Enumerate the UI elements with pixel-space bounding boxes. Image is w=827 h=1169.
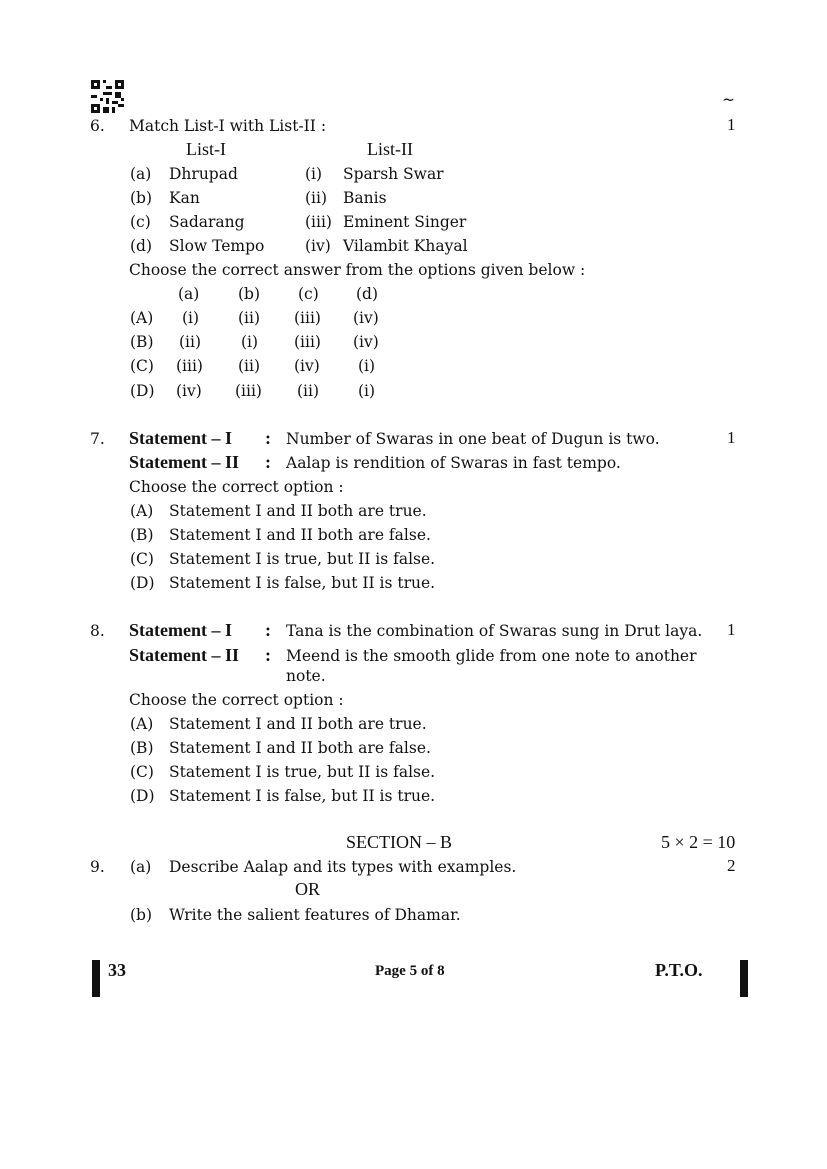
q6-number: 6.: [90, 117, 105, 135]
page-number: Page 5 of 8: [375, 963, 445, 979]
list1-heading: List-I: [186, 139, 226, 159]
option-value: (i): [358, 357, 376, 375]
row-match: Vilambit Khayal: [343, 237, 468, 255]
q7-option-b-text: Statement I and II both are false.: [169, 526, 431, 544]
row-item: Kan: [169, 189, 200, 207]
q7-option-d-label[interactable]: (D): [130, 574, 155, 592]
option-value: (iii): [294, 333, 321, 351]
q9-number: 9.: [90, 858, 105, 876]
option-value: (iii): [176, 357, 203, 375]
row-item: Slow Tempo: [169, 237, 265, 255]
q8-statement1-text: Tana is the combination of Swaras sung in Drut laya.: [286, 622, 703, 640]
q8-option-d-label[interactable]: (D): [130, 787, 155, 805]
q6-stem: Match List-I with List-II :: [129, 117, 327, 135]
colon: :: [265, 452, 271, 472]
q8-statement2-text-cont: note.: [286, 667, 326, 685]
q7-number: 7.: [90, 430, 105, 448]
row-label: (d): [130, 237, 153, 255]
q8-statement2-label: Statement – II: [129, 645, 239, 665]
q8-statement2-text: Meend is the smooth glide from one note to another: [286, 647, 697, 665]
option-value: (iv): [294, 357, 320, 375]
q7-prompt: Choose the correct option :: [129, 478, 344, 496]
option-value: (ii): [238, 357, 261, 375]
col-head: (c): [298, 285, 319, 303]
q9-b-label: (b): [130, 906, 153, 924]
option-value: (iv): [176, 382, 202, 400]
option-value: (iii): [235, 382, 262, 400]
q8-option-a-label[interactable]: (A): [130, 715, 154, 733]
q8-statement1-label: Statement – I: [129, 620, 232, 640]
q8-option-c-text: Statement I is true, but II is false.: [169, 763, 436, 781]
option-value: (iii): [294, 309, 321, 327]
row-label: (c): [130, 213, 151, 231]
qr-code-icon: [91, 80, 124, 113]
pto-label: P.T.O.: [655, 960, 703, 980]
option-value: (ii): [297, 382, 320, 400]
q7-marks: 1: [727, 428, 736, 447]
tilde-mark: ~: [722, 91, 735, 109]
q9-b-text: Write the salient features of Dhamar.: [169, 906, 461, 924]
list2-heading: List-II: [367, 139, 413, 159]
q9-a-label: (a): [130, 858, 152, 876]
q7-statement1-label: Statement – I: [129, 428, 232, 448]
row-label: (a): [130, 165, 152, 183]
option-value: (ii): [238, 309, 261, 327]
colon: :: [265, 620, 271, 640]
col-head: (b): [238, 285, 261, 303]
col-head: (d): [356, 285, 379, 303]
q7-statement2-text: Aalap is rendition of Swaras in fast tempo.: [286, 454, 621, 472]
row-label: (b): [130, 189, 153, 207]
row-item: Sadarang: [169, 213, 245, 231]
q8-number: 8.: [90, 622, 105, 640]
row-match: Eminent Singer: [343, 213, 467, 231]
q6-prompt: Choose the correct answer from the options given below :: [129, 261, 586, 279]
footer-right-bar: [740, 960, 748, 997]
row-match: Sparsh Swar: [343, 165, 444, 183]
q9-or: OR: [295, 879, 321, 899]
row-roman: (ii): [305, 189, 328, 207]
option-value: (ii): [179, 333, 202, 351]
q8-option-a-text: Statement I and II both are true.: [169, 715, 427, 733]
option-value: (iv): [353, 333, 379, 351]
q7-option-c-label[interactable]: (C): [130, 550, 154, 568]
option-c[interactable]: (C): [130, 357, 154, 375]
section-b-title: SECTION – B: [346, 832, 453, 852]
row-roman: (i): [305, 165, 323, 183]
row-roman: (iv): [305, 237, 331, 255]
q7-option-d-text: Statement I is false, but II is true.: [169, 574, 436, 592]
row-match: Banis: [343, 189, 387, 207]
q9-marks: 2: [727, 856, 736, 875]
footer-left-bar: [92, 960, 100, 997]
q7-statement1-text: Number of Swaras in one beat of Dugun is two.: [286, 430, 660, 448]
q7-option-a-label[interactable]: (A): [130, 502, 154, 520]
col-head: (a): [178, 285, 200, 303]
option-value: (i): [241, 333, 259, 351]
option-a[interactable]: (A): [130, 309, 154, 327]
colon: :: [265, 428, 271, 448]
q8-option-c-label[interactable]: (C): [130, 763, 154, 781]
option-b[interactable]: (B): [130, 333, 154, 351]
q7-option-b-label[interactable]: (B): [130, 526, 154, 544]
q8-option-b-text: Statement I and II both are false.: [169, 739, 431, 757]
option-d[interactable]: (D): [130, 382, 155, 400]
option-value: (i): [358, 382, 376, 400]
row-roman: (iii): [305, 213, 332, 231]
q7-option-a-text: Statement I and II both are true.: [169, 502, 427, 520]
q7-option-c-text: Statement I is true, but II is false.: [169, 550, 436, 568]
q7-statement2-label: Statement – II: [129, 452, 239, 472]
q9-a-text: Describe Aalap and its types with examples.: [169, 858, 517, 876]
paper-code: 33: [108, 960, 126, 980]
section-b-marks: 5 × 2 = 10: [661, 832, 736, 852]
q8-option-b-label[interactable]: (B): [130, 739, 154, 757]
option-value: (iv): [353, 309, 379, 327]
row-item: Dhrupad: [169, 165, 238, 183]
q8-prompt: Choose the correct option :: [129, 691, 344, 709]
q8-option-d-text: Statement I is false, but II is true.: [169, 787, 436, 805]
q8-marks: 1: [727, 620, 736, 639]
q6-marks: 1: [727, 115, 736, 134]
colon: :: [265, 645, 271, 665]
option-value: (i): [182, 309, 200, 327]
